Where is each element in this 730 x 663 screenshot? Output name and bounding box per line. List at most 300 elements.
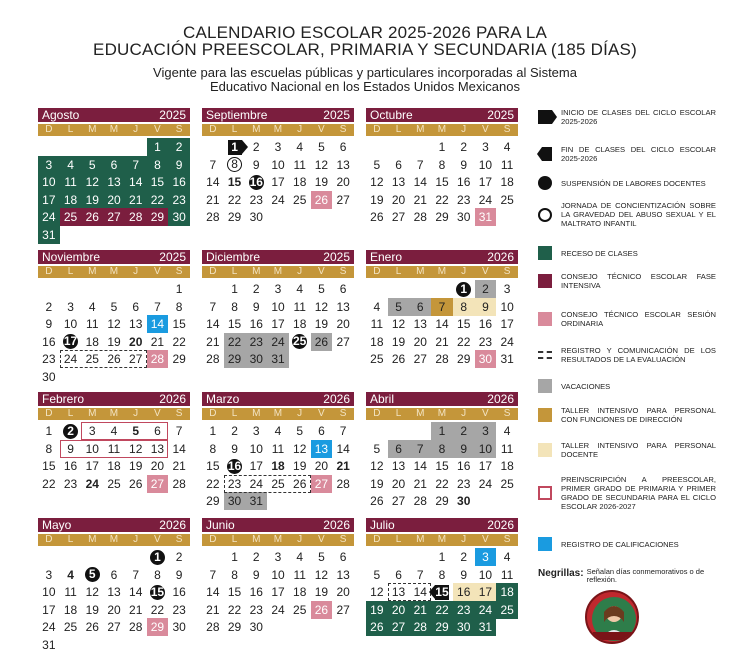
- subtitle-line-1: Vigente para las escuelas públicas y particulares incorporadas al Sistema: [153, 65, 577, 80]
- legend-item: [538, 145, 716, 163]
- day-number: 28: [172, 476, 186, 491]
- day-cell: [267, 173, 289, 191]
- day-number: 24: [271, 334, 285, 349]
- day-cell: [38, 333, 60, 351]
- day-cell: [496, 422, 518, 440]
- day-cell: [224, 618, 246, 636]
- day-cell: [332, 583, 354, 601]
- day-cell: [103, 457, 125, 475]
- day-number: 13: [413, 317, 427, 331]
- day-cell: [202, 583, 224, 601]
- day-number: 23: [172, 192, 186, 207]
- weekday-label: V: [154, 124, 161, 135]
- day-cell: [60, 583, 82, 601]
- day-number: 17: [500, 317, 514, 331]
- day-number: 20: [107, 602, 121, 617]
- day-number: 29: [150, 210, 165, 224]
- day-cell: [81, 440, 103, 458]
- day-cell: [311, 138, 333, 156]
- day-cell: [103, 333, 125, 351]
- day-number: 20: [150, 459, 165, 473]
- day-number: 2: [231, 424, 238, 438]
- day-number: 23: [249, 334, 263, 349]
- day-cell: [431, 350, 453, 368]
- weekday-label: V: [482, 266, 489, 277]
- day-number: 24: [500, 334, 514, 349]
- weekday-label: S: [175, 408, 183, 419]
- day-cell: [388, 350, 410, 368]
- day-number: 10: [42, 585, 56, 599]
- month-name: Marzo: [206, 392, 240, 406]
- day-number: 9: [252, 567, 260, 582]
- day-cell: [453, 475, 475, 493]
- green-swatch-icon: [538, 246, 552, 260]
- day-cell: [147, 475, 169, 493]
- day-cell: [475, 156, 497, 174]
- day-number: 24: [478, 602, 493, 617]
- weekday-label: D: [45, 408, 53, 419]
- day-number: 14: [435, 317, 449, 331]
- day-number: 17: [42, 192, 56, 207]
- day-number: 16: [457, 175, 471, 189]
- weekday-label: V: [482, 534, 489, 545]
- day-number: 10: [478, 441, 493, 456]
- day-number: 12: [314, 567, 329, 582]
- day-cell: [431, 492, 453, 510]
- day-number: 25: [500, 602, 514, 617]
- day-cell: [289, 566, 311, 584]
- day-number: 12: [293, 441, 307, 456]
- month-year: 2026: [159, 518, 186, 532]
- day-number: 1: [175, 282, 183, 296]
- day-number: 6: [339, 282, 347, 296]
- day-cell: [332, 156, 354, 174]
- day-number: 27: [336, 192, 350, 207]
- day-cell: [38, 422, 60, 440]
- day-number: 26: [314, 192, 329, 207]
- day-number: 29: [227, 620, 242, 634]
- day-number: 21: [336, 459, 350, 473]
- day-cell: [147, 601, 169, 619]
- weekday-label: L: [395, 408, 402, 419]
- day-number: 9: [231, 441, 238, 456]
- day-number: 21: [413, 192, 427, 207]
- month-header: [202, 250, 354, 264]
- day-cell: [388, 191, 410, 209]
- day-number: 11: [64, 585, 77, 599]
- day-number: 13: [150, 441, 165, 456]
- legend-text: CONSEJO TÉCNICO ESCOLAR SESIÓN ORDINARIA: [561, 310, 716, 328]
- day-number: 25: [293, 602, 307, 617]
- day-number: 28: [435, 352, 449, 366]
- month-year: 2026: [487, 518, 514, 532]
- day-cell: [103, 298, 125, 316]
- day-number: 5: [318, 282, 325, 296]
- day-cell: [38, 315, 60, 333]
- day-cell: [125, 601, 147, 619]
- day-number: 6: [318, 424, 325, 438]
- day-cell: [453, 315, 475, 333]
- day-cell: [289, 298, 311, 316]
- negrillas-text: Señalan días conmemorativos o de reflexión.: [586, 567, 705, 584]
- day-number: 13: [129, 317, 143, 331]
- day-number: 23: [457, 192, 471, 207]
- day-number: 19: [370, 476, 384, 491]
- day-number: 11: [293, 567, 306, 582]
- weekday-label: V: [154, 534, 161, 545]
- day-number: 7: [209, 299, 217, 314]
- day-cell: [289, 315, 311, 333]
- weekday-label: D: [45, 266, 53, 277]
- day-number: 2: [460, 424, 468, 438]
- day-grid: [38, 278, 190, 388]
- day-number: 2: [252, 140, 260, 154]
- day-number: 28: [129, 210, 143, 224]
- day-number: 2: [460, 140, 468, 154]
- day-cell: [60, 208, 82, 226]
- day-number: 16: [172, 585, 186, 599]
- day-cell: [388, 475, 410, 493]
- weekday-row: [202, 124, 354, 136]
- day-number: 26: [85, 620, 99, 634]
- day-cell: [311, 315, 333, 333]
- day-cell: [81, 191, 103, 209]
- day-number: 19: [370, 602, 384, 617]
- day-cell: [60, 475, 82, 493]
- day-number: 21: [172, 459, 186, 473]
- day-number: 8: [460, 299, 468, 314]
- day-cell: [431, 457, 453, 475]
- day-cell: [38, 368, 60, 386]
- day-number: 15: [42, 459, 56, 473]
- day-number: 17: [478, 459, 493, 473]
- day-number: 22: [457, 334, 471, 349]
- weekday-label: M: [88, 124, 97, 135]
- day-cell: [388, 566, 410, 584]
- month-year: 2026: [323, 518, 350, 532]
- weekday-label: M: [273, 408, 283, 419]
- day-cell: [431, 298, 453, 316]
- weekday-row: [366, 124, 518, 136]
- day-cell: [289, 601, 311, 619]
- day-number: 8: [209, 441, 217, 456]
- weekday-label: S: [339, 408, 347, 419]
- day-number: 9: [175, 157, 183, 172]
- day-cell: [125, 350, 147, 368]
- day-number: 5: [132, 424, 140, 438]
- negrillas-label: Negrillas:: [538, 568, 584, 579]
- day-cell: [224, 208, 246, 226]
- weekday-label: M: [273, 534, 283, 545]
- day-number: 27: [413, 352, 427, 366]
- day-number: 11: [370, 317, 384, 331]
- day-number: 27: [391, 620, 406, 634]
- day-number: 25: [107, 476, 121, 491]
- day-number: 5: [373, 441, 381, 456]
- day-cell: [38, 457, 60, 475]
- day-cell: [60, 601, 82, 619]
- day-number: 13: [336, 567, 350, 582]
- day-number: 25: [63, 620, 78, 634]
- day-number: 24: [249, 476, 263, 491]
- day-cell: [224, 583, 246, 601]
- day-number: 1: [209, 424, 217, 438]
- day-number: 17: [249, 459, 263, 473]
- day-number: 2: [175, 550, 183, 564]
- day-cell: [60, 191, 82, 209]
- day-cell: [81, 475, 103, 493]
- day-number: 22: [435, 476, 449, 491]
- day-number: 15: [227, 317, 242, 331]
- day-number: 10: [271, 157, 285, 172]
- day-number: 15: [150, 584, 165, 599]
- day-cell: [168, 583, 190, 601]
- day-cell: [453, 492, 475, 510]
- day-number: 24: [63, 352, 78, 366]
- month-mayo: [38, 518, 190, 656]
- day-number: 24: [42, 620, 56, 634]
- day-cell: [245, 298, 267, 316]
- day-number: 23: [63, 476, 78, 491]
- weekday-label: M: [416, 408, 425, 419]
- weekday-label: J: [133, 266, 139, 277]
- legend-item: [538, 108, 716, 126]
- day-number: 23: [172, 602, 186, 617]
- month-year: 2026: [487, 392, 514, 406]
- day-number: 21: [413, 602, 427, 617]
- day-cell: [147, 583, 169, 601]
- day-number: 5: [373, 567, 381, 582]
- day-cell: [168, 280, 190, 298]
- day-cell: [125, 583, 147, 601]
- day-number: 10: [271, 299, 285, 314]
- day-cell: [245, 492, 267, 510]
- day-number: 30: [457, 620, 471, 634]
- day-number: 24: [478, 476, 493, 491]
- day-cell: [496, 548, 518, 566]
- day-number: 8: [438, 567, 446, 582]
- day-number: 17: [271, 317, 285, 331]
- month-header: [366, 392, 518, 406]
- day-number: 8: [438, 441, 446, 456]
- day-cell: [496, 475, 518, 493]
- legend-item: [538, 346, 716, 364]
- day-cell: [409, 440, 431, 458]
- day-number: 4: [373, 299, 381, 314]
- day-cell: [267, 315, 289, 333]
- weekday-label: L: [395, 266, 402, 277]
- day-number: 1: [456, 282, 471, 297]
- author-logo-icon: [585, 590, 639, 644]
- day-cell: [60, 298, 82, 316]
- day-number: 16: [457, 585, 471, 599]
- day-number: 27: [129, 352, 143, 366]
- day-number: 1: [231, 282, 238, 296]
- day-number: 11: [500, 567, 514, 582]
- day-cell: [475, 548, 497, 566]
- weekday-label: M: [273, 124, 283, 135]
- day-cell: [38, 566, 60, 584]
- day-cell: [332, 298, 354, 316]
- day-number: 20: [129, 334, 143, 349]
- weekday-label: M: [416, 124, 425, 135]
- weekday-label: D: [373, 124, 381, 135]
- month-header: [202, 518, 354, 532]
- day-cell: [81, 315, 103, 333]
- day-cell: [103, 566, 125, 584]
- day-cell: [103, 440, 125, 458]
- day-cell: [332, 475, 354, 493]
- day-cell: [431, 208, 453, 226]
- day-number: 8: [45, 441, 53, 456]
- legend-item: [538, 379, 716, 393]
- day-cell: [60, 333, 82, 351]
- month-name: Julio: [370, 518, 395, 532]
- day-cell: [267, 298, 289, 316]
- day-number: 15: [435, 459, 449, 473]
- day-cell: [38, 350, 60, 368]
- day-cell: [496, 156, 518, 174]
- day-cell: [60, 350, 82, 368]
- day-number: 6: [154, 424, 161, 438]
- day-number: 28: [206, 210, 220, 224]
- weekday-row: [366, 266, 518, 278]
- day-cell: [60, 566, 82, 584]
- day-cell: [289, 138, 311, 156]
- day-cell: [245, 601, 267, 619]
- day-number: 21: [413, 476, 427, 491]
- day-cell: [60, 440, 82, 458]
- day-number: 18: [271, 459, 285, 473]
- day-number: 4: [110, 424, 118, 438]
- day-cell: [453, 138, 475, 156]
- day-cell: [147, 315, 169, 333]
- day-cell: [332, 422, 354, 440]
- day-number: 19: [107, 334, 121, 349]
- weekday-label: M: [416, 266, 425, 277]
- day-cell: [332, 566, 354, 584]
- day-cell: [202, 601, 224, 619]
- weekday-row: [202, 408, 354, 420]
- legend-item: [538, 310, 716, 328]
- day-cell: [475, 191, 497, 209]
- day-cell: [168, 440, 190, 458]
- day-number: 2: [45, 299, 53, 314]
- day-number: 11: [293, 299, 306, 314]
- day-cell: [125, 333, 147, 351]
- day-number: 7: [416, 567, 424, 582]
- day-cell: [366, 440, 388, 458]
- day-number: 15: [206, 459, 220, 473]
- day-number: 9: [67, 441, 74, 456]
- day-cell: [168, 208, 190, 226]
- day-cell: [431, 315, 453, 333]
- day-number: 4: [67, 157, 74, 172]
- day-number: 8: [154, 157, 161, 172]
- day-cell: [103, 173, 125, 191]
- day-number: 12: [85, 585, 99, 599]
- weekday-label: M: [437, 534, 447, 545]
- weekday-label: L: [67, 408, 74, 419]
- day-number: 18: [500, 459, 514, 473]
- day-cell: [147, 457, 169, 475]
- day-number: 11: [293, 157, 306, 172]
- day-cell: [202, 457, 224, 475]
- legend-item: [538, 201, 716, 228]
- day-number: 22: [227, 192, 242, 207]
- day-number: 27: [391, 494, 406, 508]
- month-diciembre: [202, 250, 354, 388]
- day-number: 19: [85, 192, 99, 207]
- weekday-label: V: [318, 408, 325, 419]
- weekday-label: S: [175, 266, 183, 277]
- day-number: 23: [457, 476, 471, 491]
- day-number: 22: [227, 602, 242, 617]
- day-cell: [366, 601, 388, 619]
- day-cell: [81, 298, 103, 316]
- day-number: 13: [391, 175, 406, 189]
- day-cell: [168, 350, 190, 368]
- day-number: 24: [271, 192, 285, 207]
- day-number: 1: [438, 424, 446, 438]
- day-cell: [38, 601, 60, 619]
- day-cell: [168, 298, 190, 316]
- day-number: 21: [129, 602, 143, 617]
- day-cell: [431, 548, 453, 566]
- day-cell: [388, 601, 410, 619]
- month-name: Febrero: [42, 392, 85, 406]
- day-cell: [202, 492, 224, 510]
- day-cell: [388, 315, 410, 333]
- day-cell: [245, 208, 267, 226]
- day-number: 29: [435, 620, 449, 634]
- day-cell: [103, 422, 125, 440]
- weekday-label: V: [482, 408, 489, 419]
- day-number: 27: [107, 620, 121, 634]
- day-number: 11: [500, 157, 514, 172]
- day-cell: [267, 422, 289, 440]
- day-cell: [202, 350, 224, 368]
- legend-item: [538, 475, 716, 511]
- day-number: 23: [249, 602, 263, 617]
- day-number: 7: [339, 424, 347, 438]
- day-cell: [431, 333, 453, 351]
- day-number: 3: [45, 567, 53, 582]
- day-number: 3: [274, 550, 282, 564]
- weekday-label: J: [461, 124, 467, 135]
- day-cell: [103, 475, 125, 493]
- month-header: [202, 108, 354, 122]
- weekday-label: L: [231, 124, 238, 135]
- day-cell: [366, 191, 388, 209]
- month-junio: [202, 518, 354, 656]
- day-cell: [267, 601, 289, 619]
- day-number: 29: [206, 494, 220, 508]
- legend-text: FIN DE CLASES DEL CICLO ESCOLAR 2025-2026: [561, 145, 716, 163]
- day-number: 6: [132, 299, 140, 314]
- day-cell: [147, 566, 169, 584]
- negrillas-note: [538, 568, 730, 584]
- day-cell: [475, 208, 497, 226]
- day-cell: [147, 422, 169, 440]
- day-number: 28: [150, 352, 165, 366]
- day-cell: [332, 601, 354, 619]
- month-agosto: [38, 108, 190, 246]
- day-cell: [332, 457, 354, 475]
- day-cell: [224, 440, 246, 458]
- day-cell: [496, 583, 518, 601]
- day-cell: [38, 440, 60, 458]
